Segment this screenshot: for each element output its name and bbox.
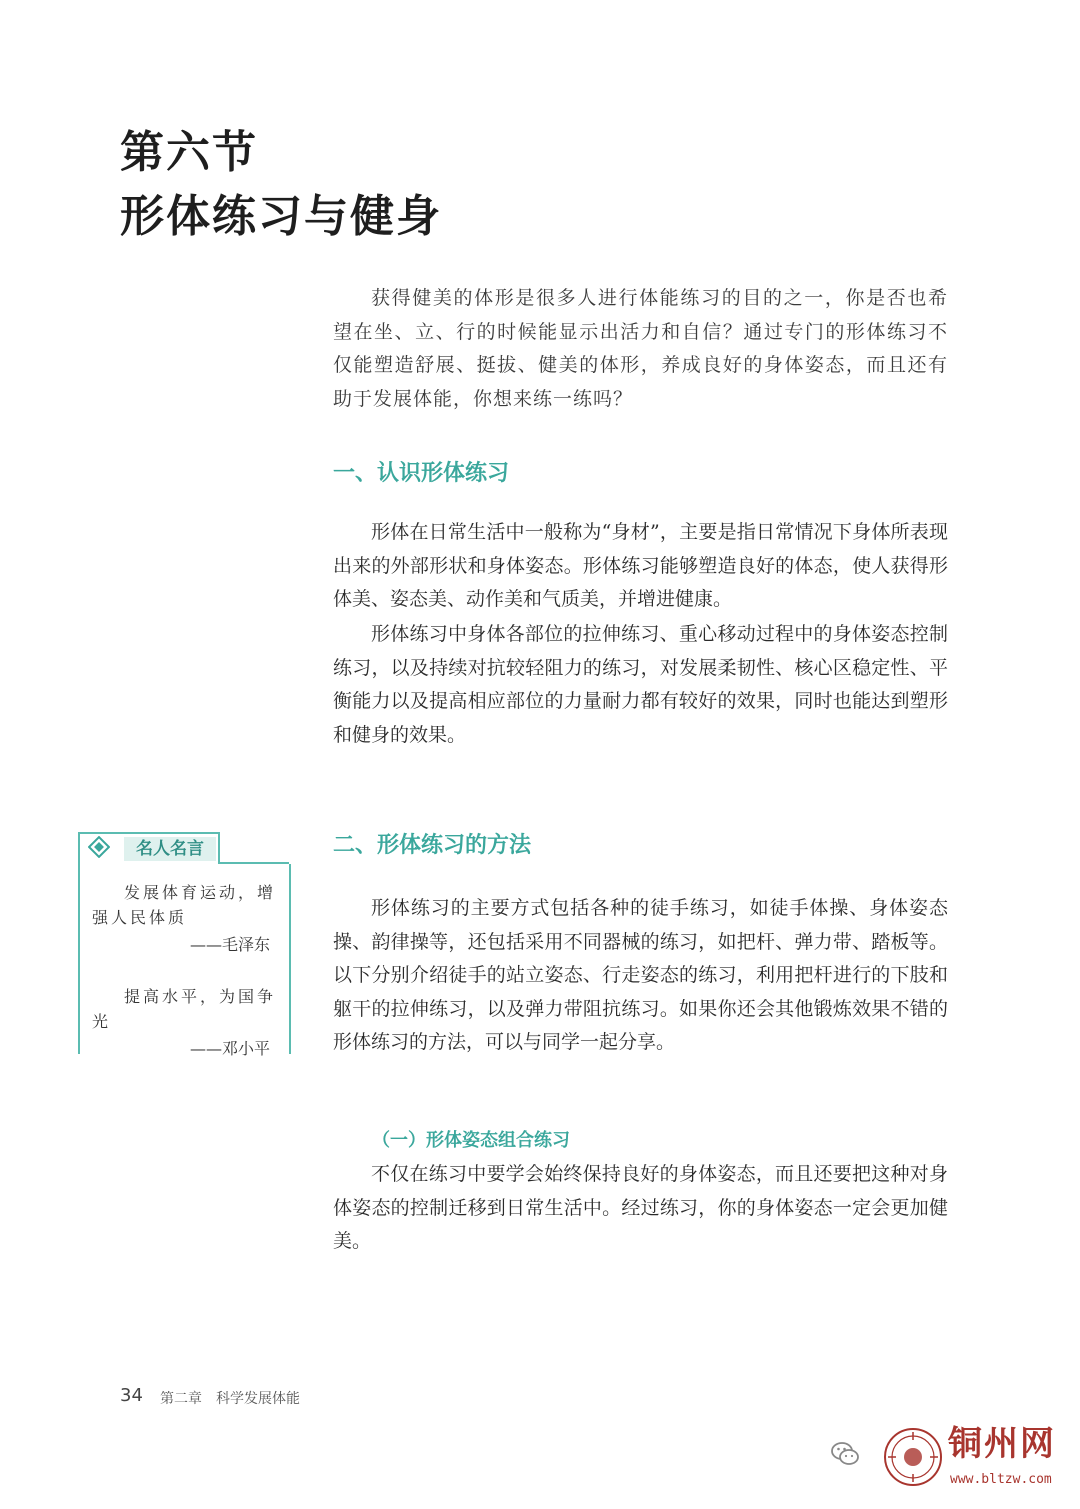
part1-paragraph-1: 形体在日常生活中一般称为“身材”，主要是指日常情况下身体所表现出来的外部形状和身体姿态。形体练习能够塑造良好的体态，使人获得形体美、姿态美、动作美和气质美，并增进健康。	[333, 521, 948, 610]
quote-box-label: 名人名言	[124, 837, 216, 861]
quote-author-1: ——毛泽东	[190, 935, 271, 954]
intro-paragraph: 获得健美的体形是很多人进行体能练习的目的之一，你是否也希望在坐、立、行的时候能显示出活力和自信？通过专门的形体练习不仅能塑造舒展、挺拔、健美的体形，养成良好的身体姿态，而且还有助于发展体能，你想来练一练吗？	[333, 287, 948, 410]
heading-part2: 二、形体练习的方法	[333, 833, 532, 858]
section-title: 形体练习与健身	[120, 191, 442, 242]
quote-tab-divider	[220, 862, 289, 864]
subheading-posture-combo: （一）形体姿态组合练习	[372, 1130, 570, 1151]
watermark-url: www.bltzw.com	[950, 1472, 1052, 1487]
seal-logo-icon	[882, 1426, 944, 1488]
quote-text-1: 发展体育运动，增强人民体质	[92, 883, 277, 927]
wechat-icon	[830, 1440, 860, 1468]
part1-paragraph-2: 形体练习中身体各部位的拉伸练习、重心移动过程中的身体姿态控制练习，以及持续对抗较轻阻力的练习，对发展柔韧性、核心区稳定性、平衡能力以及提高相应部位的力量耐力都有较好的效果，同时也能达到塑形和健身的效果。	[333, 623, 948, 746]
part2-paragraph: 形体练习的主要方式包括各种的徒手练习，如徒手体操、身体姿态操、韵律操等，还包括采用不同器械的练习，如把杆、弹力带、踏板等。以下分别介绍徒手的站立姿态、行走姿态的练习，利用把杆进行的下肢和躯干的拉伸练习，以及弹力带阻抗练习。如果你还会其他锻炼效果不错的形体练习的方法，可以与同学一起分享。	[333, 897, 948, 1053]
footer-chapter: 第二章 科学发展体能	[160, 1391, 300, 1407]
part2-sub-paragraph: 不仅在练习中要学会始终保持良好的身体姿态，而且还要把这种对身体姿态的控制迁移到日常生活中。经过练习，你的身体姿态一定会更加健美。	[333, 1163, 948, 1252]
heading-part1: 一、认识形体练习	[333, 461, 510, 486]
page-number: 34	[120, 1385, 143, 1406]
watermark-site-name: 铜州网	[948, 1424, 1056, 1464]
section-number-title: 第六节	[120, 127, 258, 178]
diamond-icon	[88, 836, 110, 858]
quote-text-2: 提高水平，为国争光	[92, 987, 277, 1031]
quote-author-2: ——邓小平	[190, 1039, 271, 1058]
